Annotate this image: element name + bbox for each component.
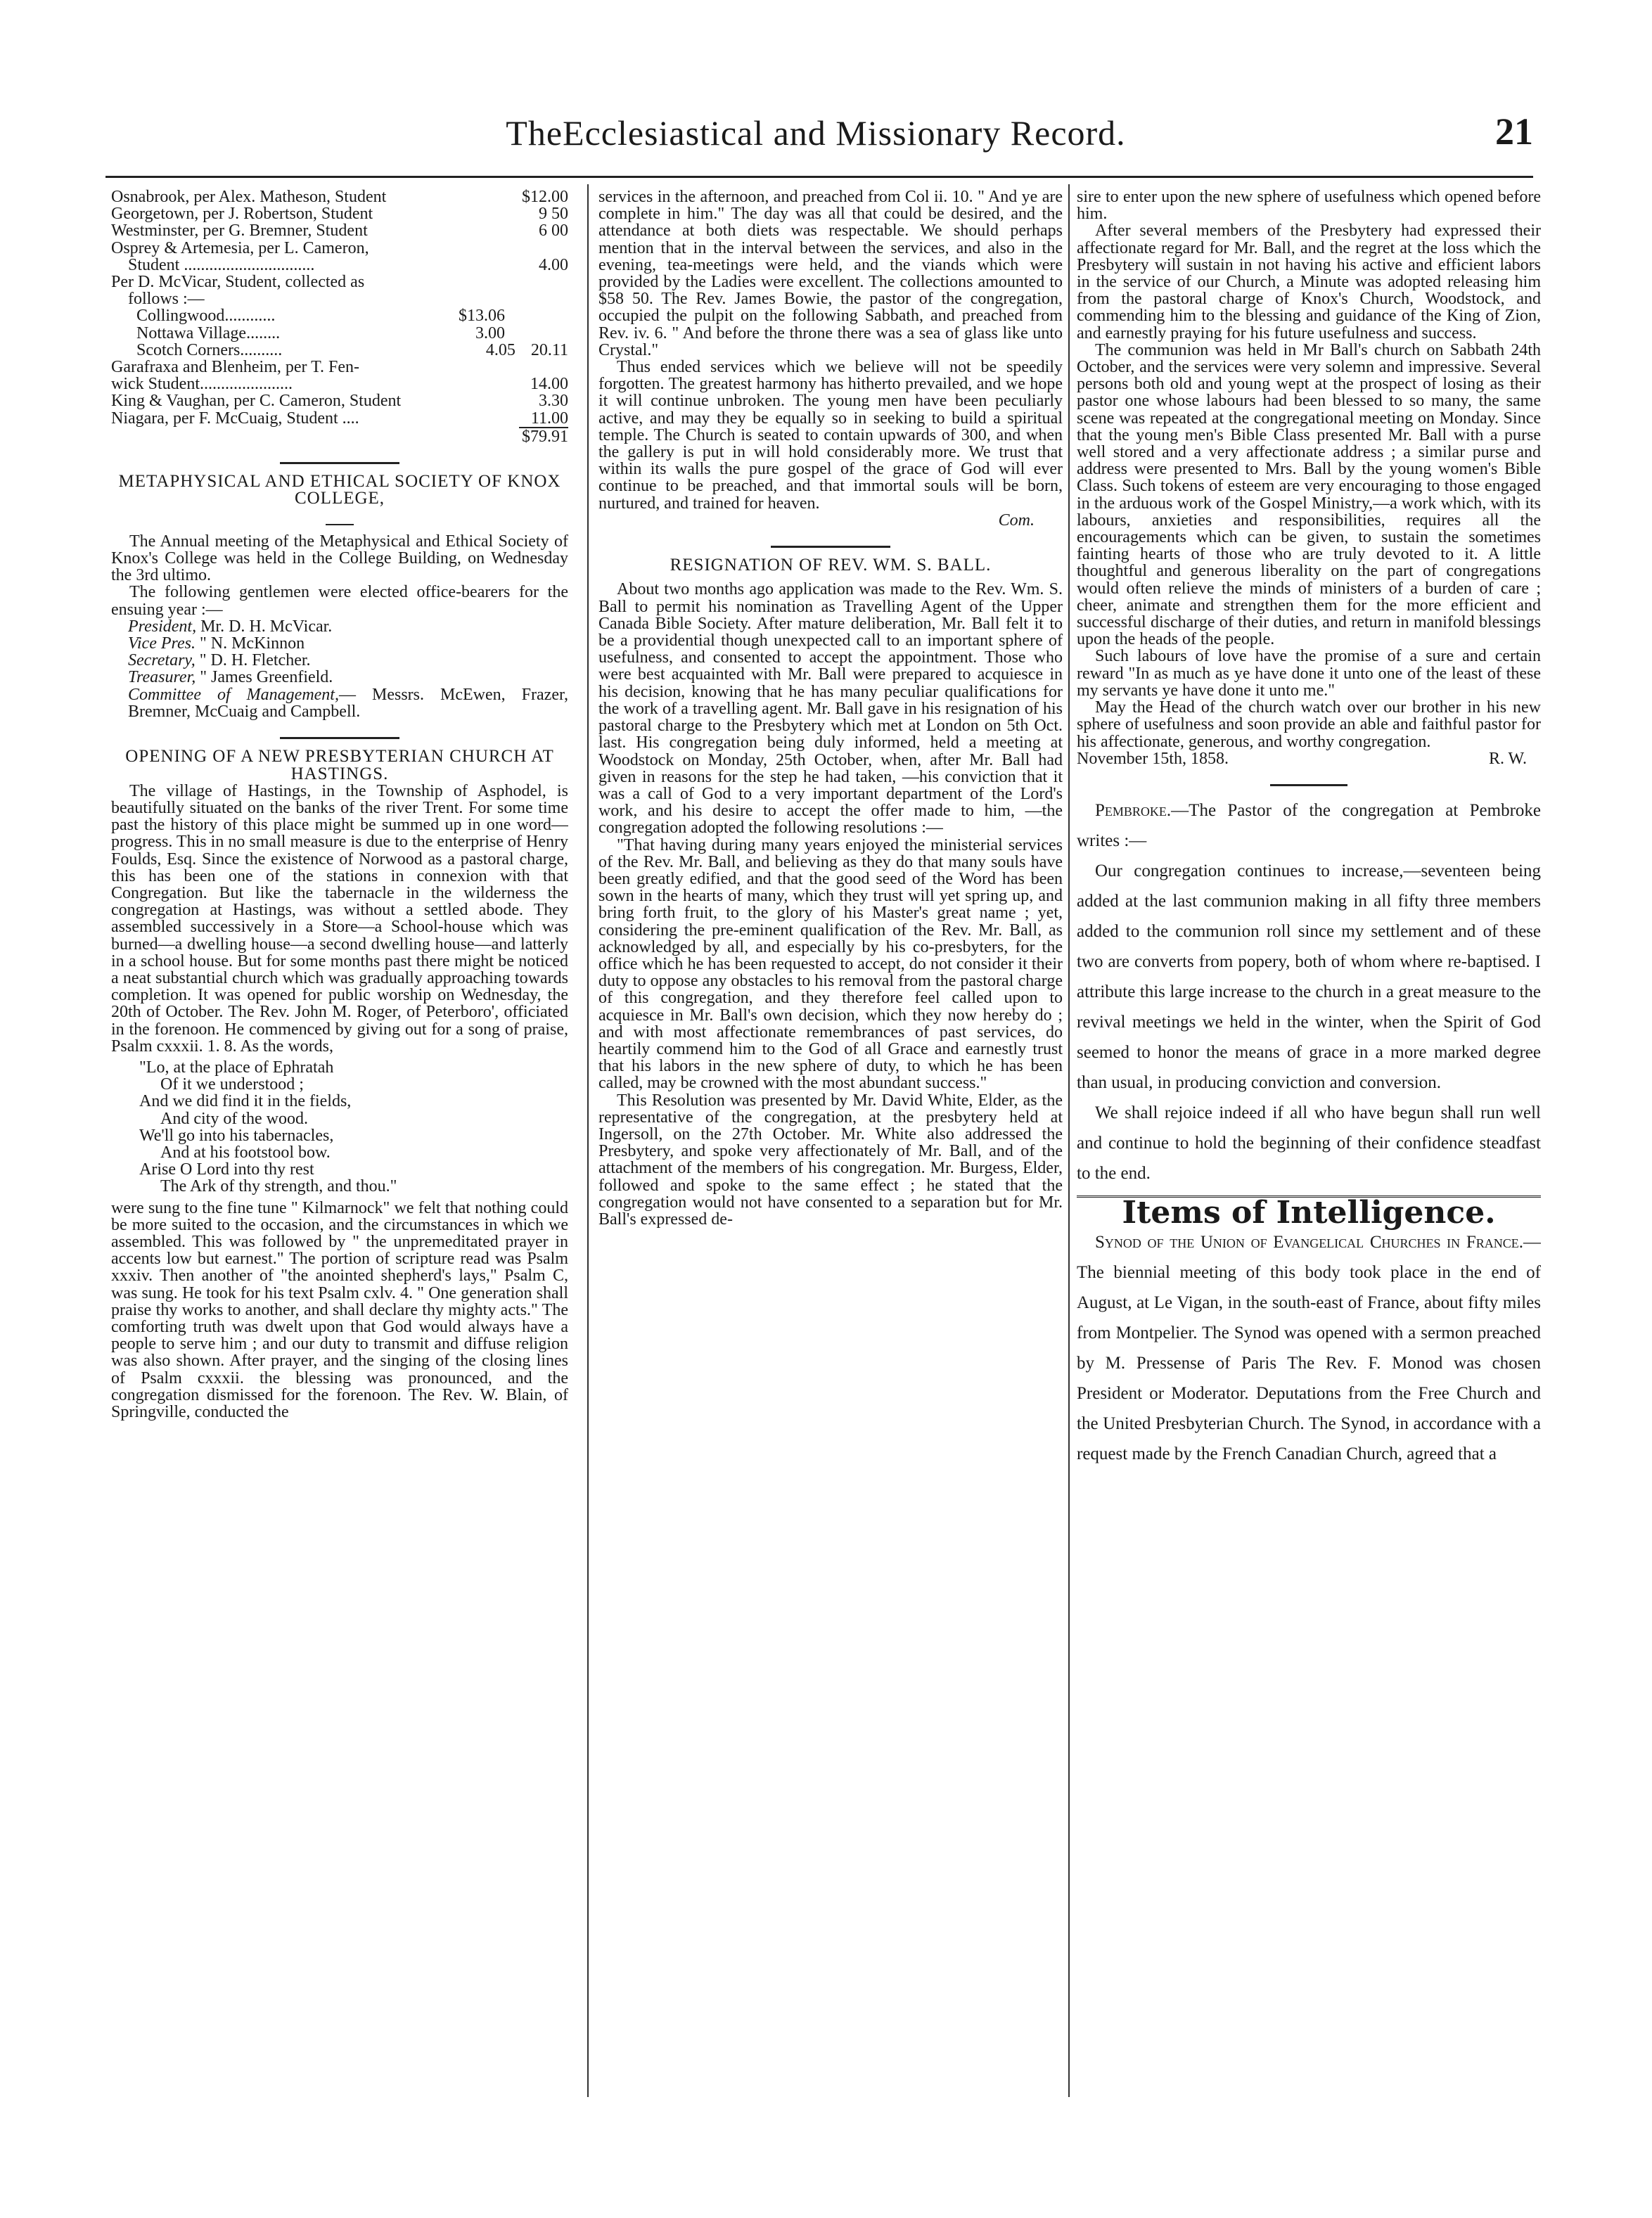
sub-account-line: Scotch Corners.......... 4.05 20.11 [136,340,568,359]
verse-line: "Lo, at the place of Ephratah [139,1058,334,1077]
paragraph: We shall rejoice indeed if all who have begun shall run well and continue to hold the beginning of their confidence steadfast to the end. [1077,1103,1541,1184]
verse-line: And we did find it in the fields, [139,1092,352,1111]
column-3 [1077,188,1541,2101]
pembroke-lead: Pembroke. [1095,801,1172,821]
publication-title: TheEcclesiastical and Missionary Record. [506,113,1126,153]
letter-initials: R. W. [1488,749,1527,768]
column-divider-1 [587,184,589,2097]
sub-account-line: Nottawa Village........ 3.00 [136,323,505,342]
paragraph: The village of Hastings, in the Township of Asphodel, is beautifully situated on the banks of the river Trent. For some time past the history of this place might be summed up in one word—progress. This in no small measure is due to the enterprise of Henry Foulds, Esq. Since the existence of Norwood as a pastoral charge, this has been one of the stations in connexion with that Congregation. But like the tabernacle in the wilderness the congregation at Hastings, was without a settled abode. They assembled successively in a Store—a School-house which was burned—a dwelling house—a second dwelling house—and latterly in a school house. But for some months past there might be noticed a neat substantial church which was gradually approaching towards completion. It was opened for public worship on Wednesday, the 20th of October. The Rev. John M. Roger, of Peterboro', officiated in the forenoon. He commenced by giving out for a song of praise, Psalm cxxxii. 1. 8. As the words, [111,781,568,1056]
signature: Com. [998,511,1035,530]
column-2 [598,188,1063,2101]
paragraph: Pembroke.—The Pastor of the congregation at Pembroke writes :— [1077,801,1541,851]
verse-line: And at his footstool bow. [160,1143,331,1162]
paragraph: Synod of the Union of Evangelical Churches in France.—The biennial meeting of this body took place in the end of August, at Le Vigan, in the south-east of France, about fifty miles from Montpelier. The Synod was opened with a sermon preached by M. Pressense of Paris The Rev. F. Monod was chosen President or Moderator. Deputations from the Free Church and the United Presbyterian Church. The Synod, in accordance with a request made by the French Canadian Church, agreed that a [1077,1233,1541,1464]
accounts-list [111,188,568,445]
verse-line: We'll go into his tabernacles, [139,1126,334,1145]
column-1 [111,188,568,2101]
account-line: Student ............................... 4.00 [128,255,568,274]
article-heading: RESIGNATION OF REV. WM. S. BALL. [670,556,992,575]
officer-line: Secretary, " D. H. Fletcher. [128,651,311,670]
paragraph: The communion was held in Mr Ball's church on Sabbath 24th October, and the services were very solemn and impressive. Several persons both old and young wept at the prospect of losing as their pastor one whose labours had been blessed to so many, the same scene was repeated at the congregational meeting on Monday. Since that the young men's Bible Class presented Mr. Ball with a purse well stored and a very affectionate address ; a similar purse and address were presented to Mrs. Ball by the young women's Bible Class. Such tokens of esteem are very encouraging to those engaged in the arduous work of the Gospel Ministry,—a work which, with its labours, anxieties and responsibilities, requires all the encouragements which can be given, to sustain the sometimes fainting hearts of those who are truly devoted to it. A little thoughtful and generous liberality on the part of congregations would often relieve the minds of ministers of a burden of care ; cheer, animate and strengthen them for the more efficient and successful discharge of their duties, and return in manifold blessings upon the heads of the people. [1077,340,1541,649]
short-rule [111,512,568,529]
psalm-verse [111,1059,568,1195]
section-separator [1077,773,1541,790]
article-heading: METAPHYSICAL AND ETHICAL SOCIETY OF KNOX COLLEGE, [118,472,561,508]
section-title: Items of Intelligence. [1122,1195,1496,1231]
paragraph: services in the afternoon, and preached from Col ii. 10. " And ye are complete in him." The day was all that could be desired, and the attendance at both diets was respectable. We should perhaps mention that in the interval between the services, and also in the evening, tea-meetings were held, and the viands which were provided by the Ladies were excellent. The collections amounted to $58 50. The Rev. James Bowie, the pastor of the congregation, occupied the pulpit on the following Sabbath, and preached from Rev. iv. 6. " And before the throne there was a sea of glass like unto Crystal." [598,188,1063,359]
paragraph: sire to enter upon the new sphere of usefulness which opened before him. [1077,188,1541,224]
paragraph: The following gentlemen were elected office-bearers for the ensuing year :— [111,583,568,619]
page-number: 21 [1495,110,1533,153]
synod-lead: Synod of the Union of Evangelical Churches in France. [1095,1233,1523,1252]
account-line: Georgetown, per J. Robertson, Student 9 50 [111,205,568,224]
sub-account-line: Collingwood............ $13.06 [136,307,505,326]
account-line: Westminster, per G. Bremner, Student 6 00 [111,222,568,241]
date-signature [1077,750,1541,767]
account-line: wick Student...................... 14.00 [111,375,568,394]
page-header [91,105,1540,176]
paragraph: Such labours of love have the promise of a sure and certain reward "In as much as ye have done it unto one of the least of these my servants ye have done it unto me." [1077,647,1541,700]
account-line: follows :— [128,290,205,309]
account-line: Osprey & Artemesia, per L. Cameron, [111,238,369,257]
paragraph: The Annual meeting of the Metaphysical and Ethical Society of Knox's College was held in the College Building, on Wednesday the 3rd ultimo. [111,532,568,585]
verse-line: And city of the wood. [160,1109,308,1128]
grand-total: $79.91 [519,427,568,445]
pembroke-section [1077,795,1541,1188]
account-line: Niagara, per F. McCuaig, Student .... 11.00 [111,409,568,428]
officer-list [111,618,568,720]
verse-line: Of it we understood ; [160,1075,304,1094]
account-line: Per D. McVicar, Student, collected as [111,273,365,292]
header-rule [105,176,1533,178]
officer-line: Committee of Management,— Messrs. McEwen, Frazer, Bremner, McCuaig and Campbell. [128,685,568,721]
paragraph: Our congregation continues to increase,—seventeen being added at the last communion making in all fifty three members added to the communion roll since my settlement and of these two are converts from popery, both of whom where re-baptised. I attribute this large increase to the church in a great measure to the revival meetings we held in the winter, when the Spirit of God seemed to honor the means of grace in a more marked degree than usual, in producing conviction and conversion. [1077,861,1541,1093]
paragraph: Thus ended services which we believe will not be speedily forgotten. The greatest harmony has hitherto prevailed, and we hope it will continue unbroken. The young men have been peculiarly active, and may they be equally so in seeking to build a spiritual temple. The Church is seated to contain upwards of 300, and when the gallery is put in will hold considerably more. We trust that within its walls the pure gospel of the grace of God will ever continue to be preached, and that immortal souls will be born, nurtured, and trained for heaven. [598,358,1063,513]
paragraph: "That having during many years enjoyed the ministerial services of the Rev. Mr. Ball, and believing as they do that many souls have been greatly edified, and that the good seed of the Word has been sown in the hearts of many, which they trust will yet spring up, and bring forth fruit, to the glory of his Master's great name ; yet, considering the pre-eminent qualification of the Rev. Mr. Ball, as acknowledged by all, and especially by his co-presbyters, for the office which he has been requested to accept, do not consider it their duty to oppose any obstacles to his removal from the pastoral charge of this congregation, and they therefore feel called upon to acquiesce in Mr. Ball's own decision, which they now hereby do ; and with most affectionate remembrances of past services, do heartily commend him to the God of all Grace and earnestly trust that his labors in the new sphere of duty, to which he has been called, may be crowned with the most abundant success." [598,835,1063,1093]
account-line: Garafraxa and Blenheim, per T. Fen- [111,358,359,377]
synod-section [1077,1227,1541,1469]
verse-line: The Ark of thy strength, and thou." [160,1177,397,1196]
paragraph: May the Head of the church watch over our brother in his new sphere of usefulness and soon provide an able and faithful pastor for his affectionate, generous, and worthy congregation. [1077,698,1541,751]
letter-date: November 15th, 1858. [1077,749,1229,768]
officer-line: Vice Pres. " N. McKinnon [128,634,305,653]
article-heading: OPENING OF A NEW PRESBYTERIAN CHURCH AT HASTINGS. [125,747,554,783]
officer-line: President, Mr. D. H. McVicar. [128,617,333,636]
account-line: King & Vaughan, per C. Cameron, Student 3.30 [111,392,568,411]
officer-line: Treasurer, " James Greenfield. [128,668,333,687]
paragraph: After several members of the Presbytery had expressed their affectionate regard for Mr. Ball, and the regret at the loss which the Presbytery will sustain in not having his active and efficient labors in the service of our Church, a Minute was adopted releasing him from the pastoral charge of Knox's Church, Woodstock, and commending him to the blessing and guidance of the King of Zion, and earnestly praying for his future usefulness and success. [1077,222,1541,342]
paragraph: were sung to the fine tune " Kilmarnock" we felt that nothing could be more suited to the occasion, and the circumstances in which we assembled. This was followed by " the unpremeditated prayer in accents low but earnest." The portion of scripture read was Psalm xxxiv. Then another of "the anointed shepherd's lays," Psalm C, was sung. He took for his text Psalm cxlv. 4. " One generation shall praise thy works to another, and shall declare thy mighty acts." The comforting truth was dwelt upon that God would always have a people to serve him ; and our duty to transmit and diffuse religion was also shown. After prayer, and the singing of the closing lines of Psalm cxxxii. the blessing was pronounced, and the congregation dismissed for the forenoon. The Rev. W. Blain, of Springville, conducted the [111,1198,568,1422]
column-divider-2 [1068,184,1070,2097]
section-separator [111,726,568,743]
verse-line: Arise O Lord into thy rest [139,1160,314,1179]
section-separator [598,534,1063,551]
account-line: Osnabrook, per Alex. Matheson, Student $12.00 [111,188,568,206]
section-separator [111,451,568,468]
paragraph: This Resolution was presented by Mr. David White, Elder, as the representative of the congregation, at the presbytery held at Ingersoll, on the 27th October. Mr. White also addressed the Presbytery, and spoke very affectionately of Mr. Ball, and of the attachment of the members of his congregation. Mr. Burgess, Elder, followed and spoke to the same effect ; he stated that the congregation would not have consented to a separation but for Mr. Ball's expressed de- [598,1091,1063,1229]
paragraph: About two months ago application was made to the Rev. Wm. S. Ball to permit his nomination as Travelling Agent of the Upper Canada Bible Society. After mature deliberation, Mr. Ball felt it to be a providential though unexpected call to an important sphere of usefulness, and consented to accept the appointment. Those who were best acquainted with Mr. Ball were prepared to acquiesce in his decision, knowing that he has many peculiar qualifications for the work of a travelling agent. Mr. Ball gave in his resignation of his pastoral charge to the Presbytery which met at London on 5th Oct. last. His congregation being duly informed, held a meeting at Woodstock on Monday, 25th October, when, after Mr. Ball had given in reasons for the step he had taken, —his conviction that it was a call of God to a very important department of the Lord's work, and his desire to accept the offer made to him, —the congregation adopted the following resolutions :— [598,580,1063,838]
